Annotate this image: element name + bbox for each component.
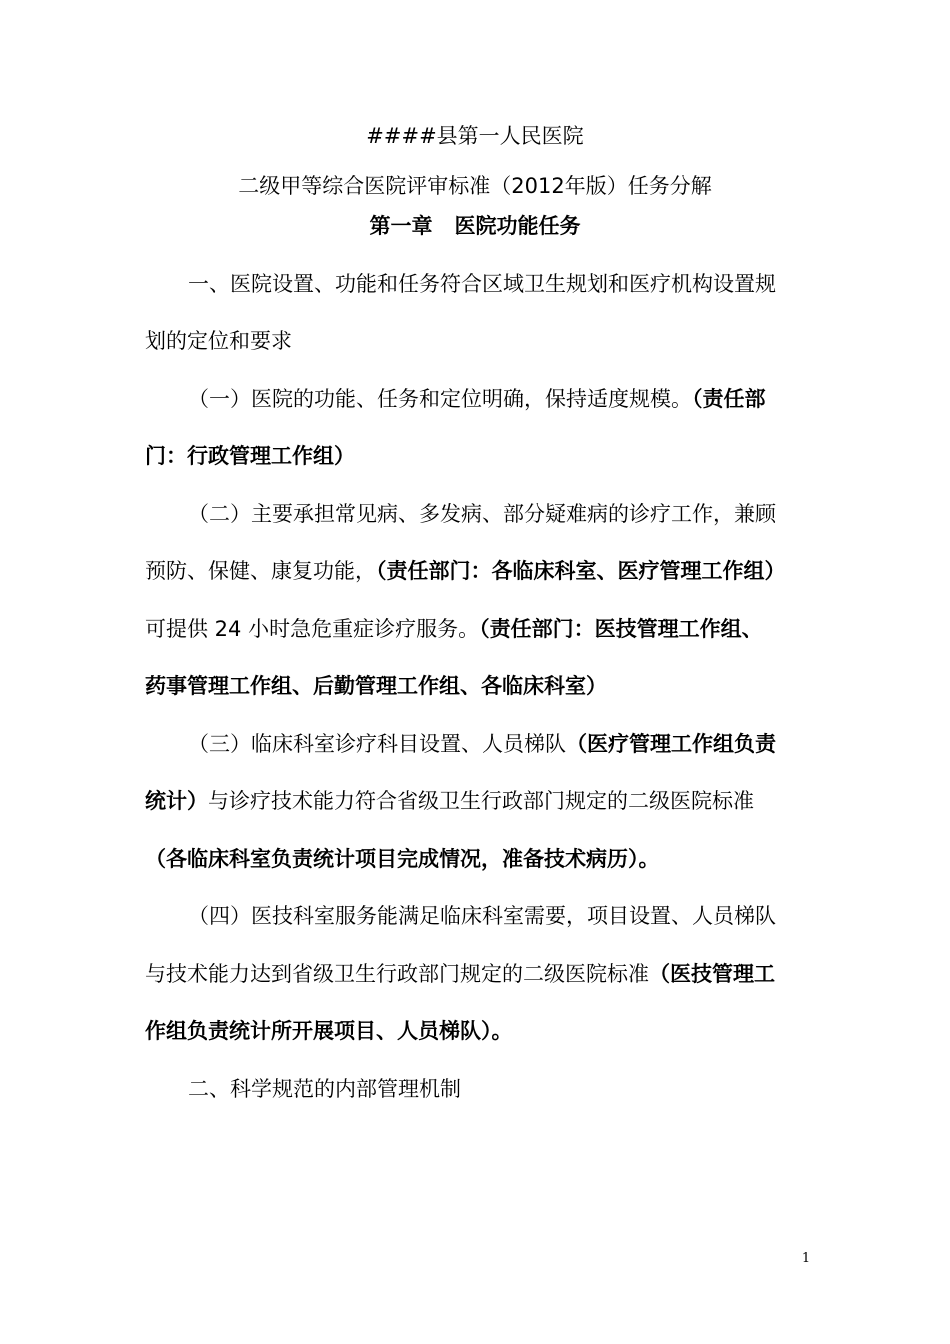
item-4-responsibility-end: 作组负责统计所开展项目、人员梯队）。: [145, 1019, 513, 1043]
item-2-responsibility-2-end: 药事管理工作组、后勤管理工作组、各临床科室）: [145, 674, 607, 698]
item-2-line-1: （二）主要承担常见病、多发病、部分疑难病的诊疗工作，兼顾: [188, 502, 776, 526]
page-number: 1: [801, 1251, 811, 1266]
item-4-line-3: [145, 1017, 815, 1045]
section-2-heading: 二、科学规范的内部管理机制: [188, 1077, 461, 1101]
chapter-heading: [0, 212, 950, 240]
item-3-responsibility-1-end: 统计）: [145, 789, 208, 813]
item-3-responsibility-2: （各临床科室负责统计项目完成情况，准备技术病历）。: [145, 847, 660, 871]
chapter-number: 第一章: [369, 214, 433, 238]
item-3-line-2: [145, 787, 815, 815]
item-2-responsibility-1: （责任部门：各临床科室、医疗管理工作组）: [376, 559, 786, 583]
item-2-responsibility-2-start: （责任部门：医技管理工作组、: [479, 617, 763, 641]
item-2-text-b: 预防、保健、康复功能，: [145, 559, 376, 583]
item-3-text-b: 与诊疗技术能力符合省级卫生行政部门规定的二级医院标准: [208, 789, 754, 813]
item-1-responsibility-start: （责任部: [692, 387, 766, 411]
item-4-line-1: （四）医技科室服务能满足临床科室需要，项目设置、人员梯队: [188, 904, 776, 928]
item-2-text-c: 可提供 24 小时急危重症诊疗服务。: [145, 617, 480, 641]
item-2-line-4: [145, 672, 815, 700]
item-3-responsibility-1-start: （医疗管理工作组负责: [566, 732, 776, 756]
item-3-text-a: （三）临床科室诊疗科目设置、人员梯队: [188, 732, 566, 756]
item-4-responsibility-start: （医技管理工: [649, 962, 775, 986]
item-4-text-b: 与技术能力达到省级卫生行政部门规定的二级医院标准: [145, 962, 649, 986]
item-2-line-3: [145, 615, 815, 643]
item-3-line-3: [145, 845, 815, 873]
item-1-line-2: [145, 442, 815, 470]
item-4-line-2: [145, 960, 815, 988]
section-1-line-1: 一、医院设置、功能和任务符合区域卫生规划和医疗机构设置规: [188, 272, 776, 296]
item-1-responsibility-end: 门：行政管理工作组）: [145, 444, 355, 468]
item-1-line-1: [188, 385, 815, 413]
item-1-text: （一）医院的功能、任务和定位明确，保持适度规模。: [188, 387, 692, 411]
chapter-title: 医院功能任务: [454, 214, 581, 238]
document-subtitle: 二级甲等综合医院评审标准（2012年版）任务分解: [238, 174, 712, 198]
hospital-name: ####县第一人民医院: [366, 124, 584, 148]
section-1-line-2: 划的定位和要求: [145, 329, 292, 353]
item-3-line-1: [188, 730, 815, 758]
item-2-line-2: [145, 557, 815, 585]
